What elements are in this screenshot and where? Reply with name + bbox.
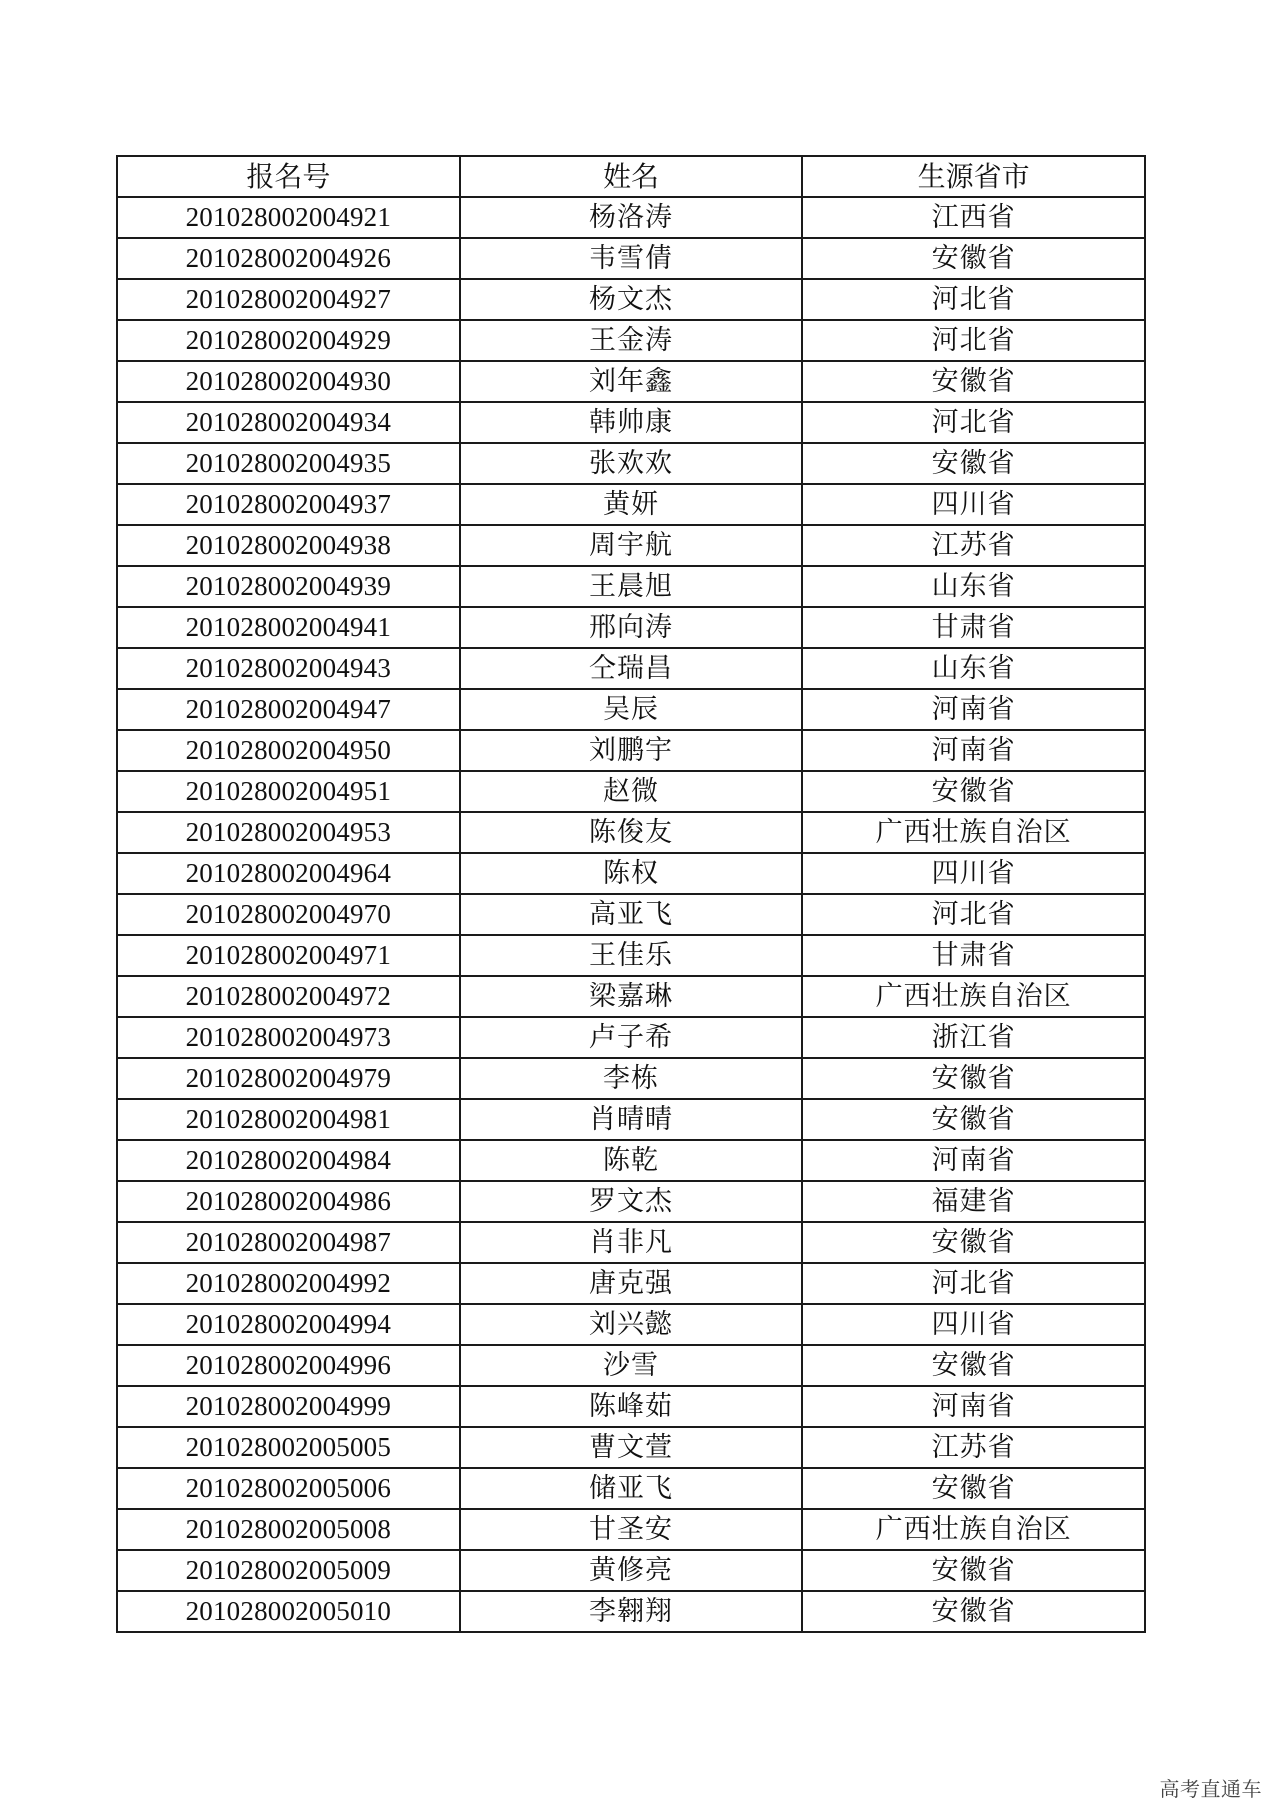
source-province-cell: 安徽省 — [802, 1222, 1145, 1263]
source-province-cell: 广西壮族自治区 — [802, 976, 1145, 1017]
registration-number-cell: 201028002004981 — [117, 1099, 460, 1140]
header-source-province: 生源省市 — [802, 156, 1145, 197]
table-row — [117, 1591, 1145, 1632]
student-name-cell: 杨洛涛 — [460, 197, 803, 238]
student-name-cell: 王佳乐 — [460, 935, 803, 976]
student-name-cell: 李栋 — [460, 1058, 803, 1099]
student-name-cell: 陈峰茹 — [460, 1386, 803, 1427]
source-province-cell: 河北省 — [802, 1263, 1145, 1304]
table-row — [117, 1222, 1145, 1263]
student-name-cell: 赵微 — [460, 771, 803, 812]
registration-number-cell: 201028002005006 — [117, 1468, 460, 1509]
registration-number-cell: 201028002005008 — [117, 1509, 460, 1550]
table-row — [117, 812, 1145, 853]
header-name: 姓名 — [460, 156, 803, 197]
source-province-cell: 浙江省 — [802, 1017, 1145, 1058]
table-row — [117, 1427, 1145, 1468]
source-province-cell: 四川省 — [802, 484, 1145, 525]
source-province-cell: 安徽省 — [802, 771, 1145, 812]
table-row — [117, 771, 1145, 812]
source-province-cell: 河北省 — [802, 894, 1145, 935]
source-province-cell: 江苏省 — [802, 1427, 1145, 1468]
student-name-cell: 唐克强 — [460, 1263, 803, 1304]
table-row — [117, 976, 1145, 1017]
source-province-cell: 福建省 — [802, 1181, 1145, 1222]
registration-number-cell: 201028002005005 — [117, 1427, 460, 1468]
student-name-cell: 沙雪 — [460, 1345, 803, 1386]
source-province-cell: 河北省 — [802, 279, 1145, 320]
source-province-cell: 河南省 — [802, 1386, 1145, 1427]
registration-number-cell: 201028002004939 — [117, 566, 460, 607]
table-row — [117, 853, 1145, 894]
registration-number-cell: 201028002004964 — [117, 853, 460, 894]
source-province-cell: 河南省 — [802, 689, 1145, 730]
source-province-cell: 江西省 — [802, 197, 1145, 238]
registration-number-cell: 201028002004950 — [117, 730, 460, 771]
registration-number-cell: 201028002004941 — [117, 607, 460, 648]
table-row — [117, 320, 1145, 361]
watermark-text: 高考直通车 — [1159, 1777, 1262, 1801]
table-row — [117, 689, 1145, 730]
table-row — [117, 484, 1145, 525]
source-province-cell: 安徽省 — [802, 1550, 1145, 1591]
source-province-cell: 四川省 — [802, 853, 1145, 894]
source-province-cell: 安徽省 — [802, 1591, 1145, 1632]
table-row — [117, 279, 1145, 320]
table-row — [117, 648, 1145, 689]
table-header — [117, 156, 1145, 197]
source-province-cell: 河北省 — [802, 320, 1145, 361]
table-row — [117, 443, 1145, 484]
registration-number-cell: 201028002004970 — [117, 894, 460, 935]
source-province-cell: 河南省 — [802, 1140, 1145, 1181]
table-row — [117, 1550, 1145, 1591]
student-name-cell: 杨文杰 — [460, 279, 803, 320]
student-name-cell: 刘鹏宇 — [460, 730, 803, 771]
registration-number-cell: 201028002004938 — [117, 525, 460, 566]
source-province-cell: 安徽省 — [802, 1099, 1145, 1140]
student-name-cell: 邢向涛 — [460, 607, 803, 648]
student-name-cell: 王晨旭 — [460, 566, 803, 607]
source-province-cell: 安徽省 — [802, 1345, 1145, 1386]
registration-number-cell: 201028002004937 — [117, 484, 460, 525]
header-registration-number: 报名号 — [117, 156, 460, 197]
table-row — [117, 197, 1145, 238]
student-name-cell: 高亚飞 — [460, 894, 803, 935]
table-row — [117, 1386, 1145, 1427]
header-row — [117, 156, 1145, 197]
source-province-cell: 山东省 — [802, 648, 1145, 689]
table-row — [117, 1468, 1145, 1509]
student-name-cell: 罗文杰 — [460, 1181, 803, 1222]
registration-number-cell: 201028002004984 — [117, 1140, 460, 1181]
student-name-cell: 韦雪倩 — [460, 238, 803, 279]
table-row — [117, 1058, 1145, 1099]
table-row — [117, 607, 1145, 648]
student-name-cell: 韩帅康 — [460, 402, 803, 443]
student-name-cell: 肖晴晴 — [460, 1099, 803, 1140]
registration-number-cell: 201028002004951 — [117, 771, 460, 812]
admission-roster-table — [116, 155, 1146, 1633]
table-row — [117, 1509, 1145, 1550]
student-name-cell: 卢子希 — [460, 1017, 803, 1058]
registration-number-cell: 201028002004992 — [117, 1263, 460, 1304]
registration-number-cell: 201028002004996 — [117, 1345, 460, 1386]
student-name-cell: 梁嘉琳 — [460, 976, 803, 1017]
student-name-cell: 张欢欢 — [460, 443, 803, 484]
student-name-cell: 曹文萱 — [460, 1427, 803, 1468]
registration-number-cell: 201028002004929 — [117, 320, 460, 361]
table-row — [117, 525, 1145, 566]
source-province-cell: 广西壮族自治区 — [802, 812, 1145, 853]
registration-number-cell: 201028002005010 — [117, 1591, 460, 1632]
registration-number-cell: 201028002004987 — [117, 1222, 460, 1263]
source-province-cell: 甘肃省 — [802, 935, 1145, 976]
source-province-cell: 安徽省 — [802, 238, 1145, 279]
source-province-cell: 河北省 — [802, 402, 1145, 443]
registration-number-cell: 201028002004999 — [117, 1386, 460, 1427]
student-name-cell: 陈俊友 — [460, 812, 803, 853]
table-row — [117, 1345, 1145, 1386]
source-province-cell: 河南省 — [802, 730, 1145, 771]
table-row — [117, 935, 1145, 976]
student-name-cell: 黄修亮 — [460, 1550, 803, 1591]
student-name-cell: 黄妍 — [460, 484, 803, 525]
table-row — [117, 730, 1145, 771]
registration-number-cell: 201028002005009 — [117, 1550, 460, 1591]
table-row — [117, 1304, 1145, 1345]
registration-number-cell: 201028002004921 — [117, 197, 460, 238]
table-row — [117, 361, 1145, 402]
student-name-cell: 刘兴懿 — [460, 1304, 803, 1345]
student-name-cell: 吴辰 — [460, 689, 803, 730]
table-row — [117, 402, 1145, 443]
table-row — [117, 1140, 1145, 1181]
registration-number-cell: 201028002004943 — [117, 648, 460, 689]
source-province-cell: 甘肃省 — [802, 607, 1145, 648]
student-name-cell: 储亚飞 — [460, 1468, 803, 1509]
registration-number-cell: 201028002004953 — [117, 812, 460, 853]
table-body — [117, 197, 1145, 1632]
table-row — [117, 1263, 1145, 1304]
table-row — [117, 238, 1145, 279]
student-name-cell: 周宇航 — [460, 525, 803, 566]
registration-number-cell: 201028002004994 — [117, 1304, 460, 1345]
registration-number-cell: 201028002004926 — [117, 238, 460, 279]
student-name-cell: 仝瑞昌 — [460, 648, 803, 689]
table-row — [117, 894, 1145, 935]
student-name-cell: 王金涛 — [460, 320, 803, 361]
student-name-cell: 陈乾 — [460, 1140, 803, 1181]
registration-number-cell: 201028002004979 — [117, 1058, 460, 1099]
table-row — [117, 566, 1145, 607]
table-row — [117, 1017, 1145, 1058]
table-row — [117, 1099, 1145, 1140]
registration-number-cell: 201028002004935 — [117, 443, 460, 484]
student-name-cell: 李翱翔 — [460, 1591, 803, 1632]
source-province-cell: 安徽省 — [802, 1468, 1145, 1509]
source-province-cell: 四川省 — [802, 1304, 1145, 1345]
student-name-cell: 陈权 — [460, 853, 803, 894]
source-province-cell: 山东省 — [802, 566, 1145, 607]
student-name-cell: 肖非凡 — [460, 1222, 803, 1263]
source-province-cell: 安徽省 — [802, 443, 1145, 484]
source-province-cell: 安徽省 — [802, 1058, 1145, 1099]
table-row — [117, 1181, 1145, 1222]
source-province-cell: 江苏省 — [802, 525, 1145, 566]
registration-number-cell: 201028002004973 — [117, 1017, 460, 1058]
registration-number-cell: 201028002004934 — [117, 402, 460, 443]
registration-number-cell: 201028002004986 — [117, 1181, 460, 1222]
registration-number-cell: 201028002004927 — [117, 279, 460, 320]
registration-number-cell: 201028002004947 — [117, 689, 460, 730]
source-province-cell: 广西壮族自治区 — [802, 1509, 1145, 1550]
source-province-cell: 安徽省 — [802, 361, 1145, 402]
student-name-cell: 刘年鑫 — [460, 361, 803, 402]
registration-number-cell: 201028002004972 — [117, 976, 460, 1017]
student-name-cell: 甘圣安 — [460, 1509, 803, 1550]
registration-number-cell: 201028002004930 — [117, 361, 460, 402]
registration-number-cell: 201028002004971 — [117, 935, 460, 976]
